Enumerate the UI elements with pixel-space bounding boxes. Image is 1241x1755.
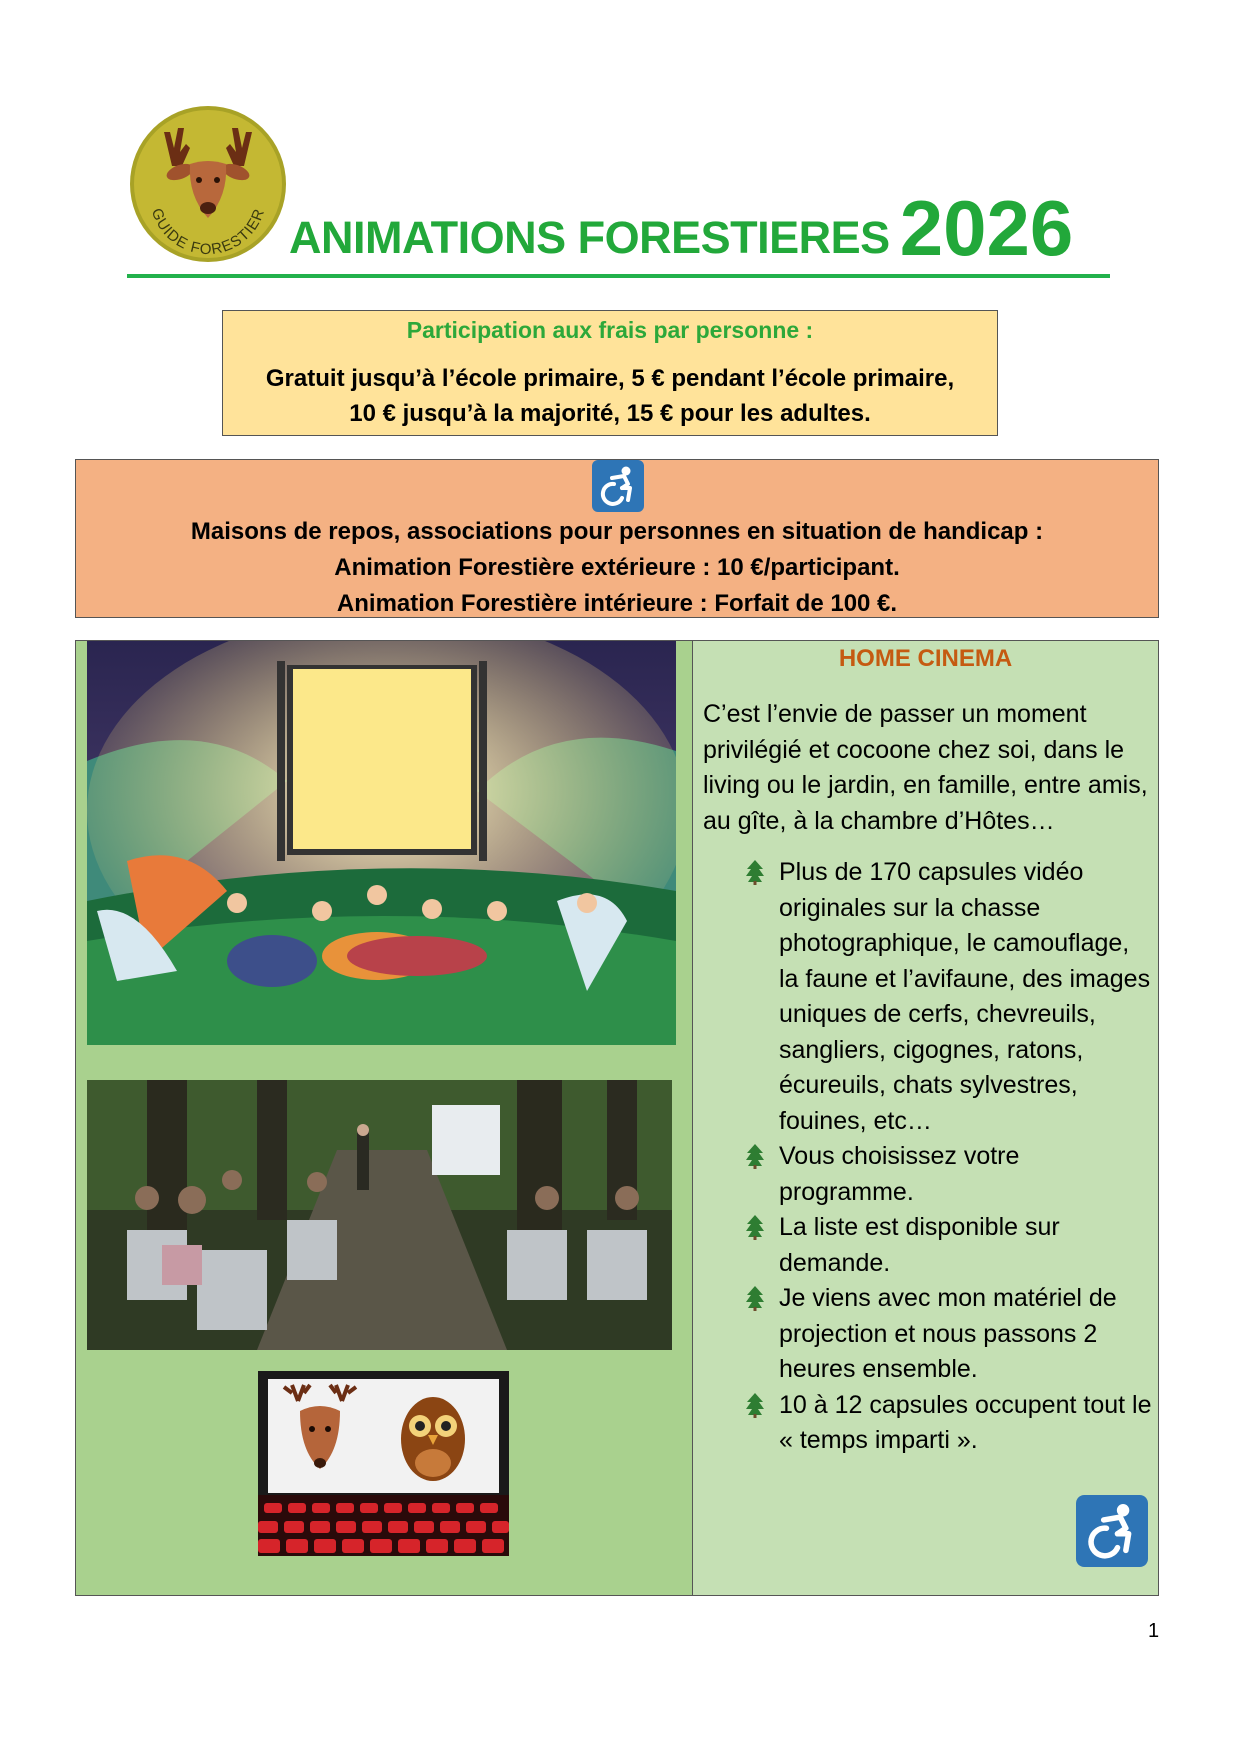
header — [127, 186, 1110, 278]
care-line-3: Animation Forestière intérieure : Forfait de 100 €. — [336, 590, 898, 617]
title-year: 2026 — [899, 184, 1074, 272]
list-item: La liste est disponible sur demande. — [743, 1210, 1153, 1281]
accessibility-icon — [592, 460, 644, 512]
list-item: Vous choisissez votre programme. — [743, 1139, 1153, 1210]
pine-tree-icon — [743, 1285, 767, 1311]
care-homes-box — [75, 459, 1159, 618]
pine-tree-icon — [743, 1392, 767, 1418]
fees-line-2: 10 € jusqu’à la majorité, 15 € pour les adultes. — [349, 400, 871, 427]
images-column — [76, 641, 693, 1595]
pine-tree-icon — [743, 1214, 767, 1240]
care-line-2: Animation Forestière extérieure : 10 €/participant. — [334, 554, 900, 581]
fees-line-1: Gratuit jusqu’à l’école primaire, 5 € pendant l’école primaire, — [265, 365, 955, 392]
logo-text: GUIDE FORESTIER — [147, 206, 269, 259]
page-number: 1 — [1148, 1620, 1160, 1642]
list-item: 10 à 12 capsules occupent tout le « temps imparti ». — [743, 1388, 1153, 1459]
home-cinema-title: HOME CINEMA — [838, 645, 1013, 672]
fees-title: Participation aux frais par personne : — [406, 317, 814, 343]
fees-box — [222, 310, 998, 436]
accessibility-icon — [1076, 1495, 1148, 1567]
deer-owl-cinema-illustration — [258, 1371, 509, 1556]
list-item: Plus de 170 capsules vidéo originales sur la chasse photographique, le camouflage, la faune et l’avifaune, des images uniques de cerfs, chevreuils, sangliers, cigognes, ratons, écureuils, chats sylvestres, fouines, etc… — [743, 855, 1153, 1139]
outdoor-cinema-illustration — [87, 641, 676, 1045]
pine-tree-icon — [743, 859, 767, 885]
page-title — [289, 181, 1073, 272]
text-column — [693, 641, 1158, 1595]
home-cinema-section — [75, 640, 1159, 1596]
home-cinema-bullets — [743, 855, 1153, 1459]
owl-icon — [401, 1397, 465, 1481]
list-item: Je viens avec mon matériel de projection et nous passons 2 heures ensemble. — [743, 1281, 1153, 1388]
care-line-1: Maisons de repos, associations pour personnes en situation de handicap : — [190, 518, 1044, 545]
pine-tree-icon — [743, 1143, 767, 1169]
title-main: ANIMATIONS FORESTIERES — [289, 212, 890, 263]
forest-screening-photo — [87, 1080, 672, 1350]
home-cinema-intro: C’est l’envie de passer un moment privilégié et cocoone chez soi, dans le living ou le jardin, en famille, entre amis, au gîte, à la chambre d’Hôtes… — [703, 700, 1148, 835]
